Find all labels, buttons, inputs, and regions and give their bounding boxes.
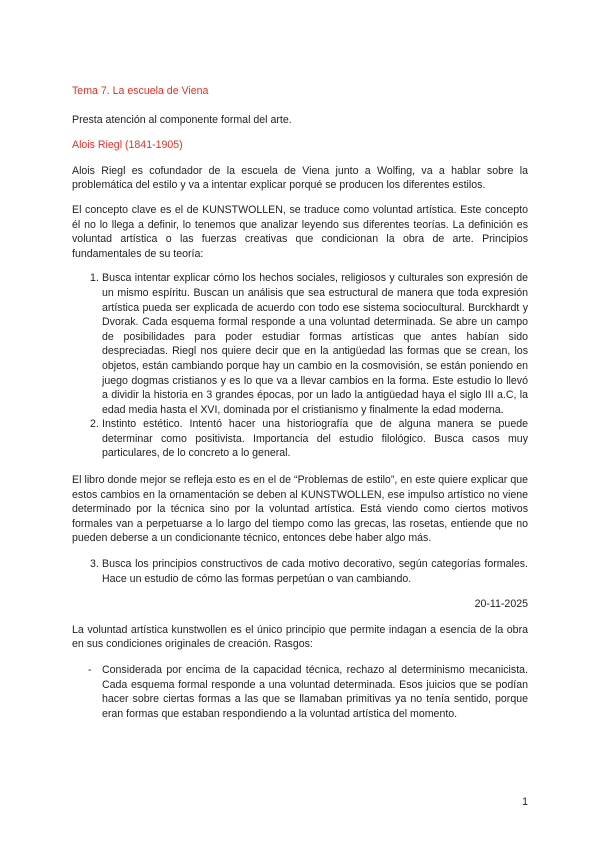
- principles-list-continued: [72, 557, 528, 586]
- list-item-text: Instinto estético. Intentó hacer una historiografía que de alguna manera se puede determinar como positivista. Importancia del estudio filológico. Busca casos muy particulares, de lo concreto a lo general.: [102, 418, 528, 460]
- page-number: 1: [522, 796, 528, 808]
- date-stamp: 20-11-2025: [474, 598, 528, 611]
- paragraph-kunstwollen: El concepto clave es el de KUNSTWOLLEN, se traduce como voluntad artística. Este concepto él no lo llega a definir, lo tenemos que analizar leyendo sus diferentes teorías. La definición es voluntad artística o las fuerzas creativas que condicionan la obra de arte. Principios fundamentales de su teoría:: [72, 203, 528, 260]
- traits-list: [72, 663, 528, 721]
- list-number: 3.: [90, 558, 99, 571]
- list-number: 2.: [90, 418, 99, 431]
- list-item-text: Busca intentar explicar cómo los hechos sociales, religiosos y culturales son expresión de un mismo espíritu. Buscan un análisis que sea estructural de manera que toda expresión artística pueda ser explicada de acuerdo con todo ese sistema sociocultural. Burckhardt y Dvorak. Cada esquema formal responde a una voluntad determinada. Se abre un campo de posibilidades para poder estudiar formas artísticas que antes habían sido despreciadas. Riegl nos quiere decir que en la antigüedad las formas que se crean, los objetos, están cambiando porque hay un cambio en la cosmovisión, se están poniendo en juego dogmas cristianos y es lo que va a llevar cambios en la forma. Este estudio lo llevó a dividir la historia en 3 grandes épocas, por un lado la antigüedad haya el siglo III a.C, la edad media hasta el XVI, dominada por el cristianismo y finalmente la edad moderna.: [102, 272, 528, 416]
- list-number: 1.: [90, 272, 99, 285]
- list-item: [72, 417, 528, 461]
- list-item: [72, 557, 528, 586]
- list-item-text: Considerada por encima de la capacidad técnica, rechazo al determinismo mecanicista. Cada esquema formal responde a una voluntad determinada. Esos juicios que se podían hacer sobre ciertas formas a las que se llamaban primitivas ya no tenía sentido, porque eran formas que estaban respondiendo a la voluntad artística del momento.: [102, 664, 528, 720]
- list-item-text: Busca los principios constructivos de cada motivo decorativo, según categorías formales. Hace un estudio de cómo las formas perpetúan o van cambiando.: [102, 558, 528, 585]
- principles-list: [72, 271, 528, 461]
- paragraph-riegl-intro: Alois Riegl es cofundador de la escuela de Viena junto a Wolfing, va a hablar sobre la problemática del estilo y va a intentar explicar porqué se producen los diferentes estilos.: [72, 164, 528, 192]
- paragraph-problemas-de-estilo: El libro donde mejor se refleja esto es en el de “Problemas de estilo”, en este quiere explicar que estos cambios en la ornamentación se deben al KUNSTWOLLEN, ese impulso artístico no viene determinado por la técnica sino por la voluntad artística. Está viendo como ciertos motivos formales van a perpetuarse a lo largo del tiempo como las grecas, las rosetas, entiende que no pueden deberse a un condicionante técnico, entonces debe haber algo más.: [72, 474, 528, 545]
- subsection-heading: Alois Riegl (1841-1905): [72, 139, 183, 152]
- list-item: [72, 663, 528, 721]
- page-content: [72, 84, 528, 721]
- list-item: [72, 271, 528, 417]
- dash-marker: -: [88, 664, 92, 676]
- paragraph-voluntad-artistica: La voluntad artística kunstwollen es el único principio que permite indagan a esencia de la obra en sus condiciones originales de creación. Rasgos:: [72, 623, 528, 651]
- intro-text: Presta atención al componente formal del arte.: [72, 113, 292, 126]
- section-heading: Tema 7. La escuela de Viena: [72, 85, 209, 97]
